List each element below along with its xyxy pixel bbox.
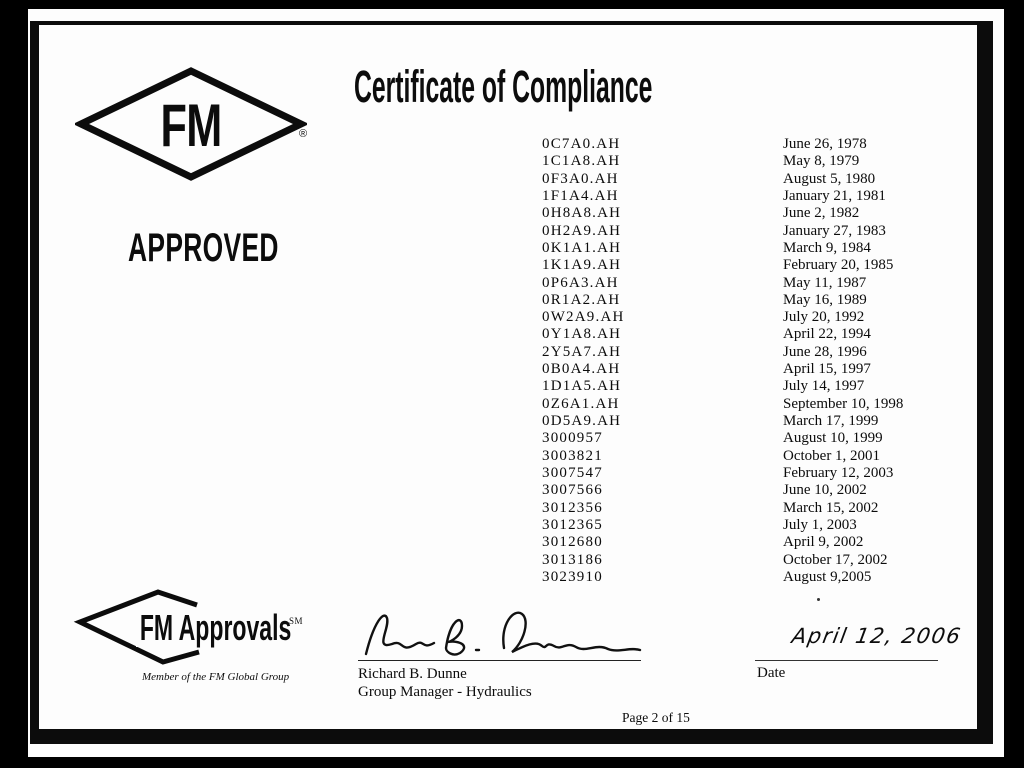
record-id: 0R1A2.AH [542, 291, 621, 308]
signer-role: Group Manager - Hydraulics [358, 684, 532, 700]
record-date: October 17, 2002 [783, 551, 888, 568]
ink-speck [817, 598, 820, 601]
record-id: 1C1A8.AH [542, 153, 621, 170]
date-line [755, 660, 938, 661]
record-id: 3000957 [542, 430, 603, 447]
record-date: August 5, 1980 [783, 170, 876, 187]
record-date: February 12, 2003 [783, 464, 894, 481]
signature-ink [358, 606, 648, 662]
service-mark-icon: SM [289, 616, 304, 626]
record-row [542, 413, 903, 430]
record-row [542, 396, 903, 413]
record-row [542, 223, 903, 240]
record-id: 2Y5A7.AH [542, 343, 622, 360]
record-date: July 14, 1997 [783, 378, 865, 395]
record-id: 1K1A9.AH [542, 257, 622, 274]
record-row [542, 136, 903, 153]
fm-approvals-name: FM Approvals [136, 609, 295, 647]
approved-caption: APPROVED [128, 226, 279, 270]
record-id: 0Y1A8.AH [542, 326, 622, 343]
record-id: 3003821 [542, 447, 603, 464]
certificate-page [28, 9, 1004, 757]
record-date: August 10, 1999 [783, 430, 883, 447]
record-date: June 28, 1996 [783, 343, 867, 360]
record-date: March 17, 1999 [783, 413, 879, 429]
record-date: May 8, 1979 [783, 153, 860, 170]
record-row [542, 552, 903, 569]
record-row [542, 309, 903, 326]
record-date: April 15, 1997 [783, 361, 871, 378]
record-row [542, 205, 903, 222]
date-label: Date [757, 665, 786, 681]
record-date: June 26, 1978 [783, 136, 867, 152]
record-row [542, 482, 903, 499]
record-id: 0W2A9.AH [542, 309, 625, 326]
record-row [542, 326, 903, 343]
fm-approvals-logo [68, 589, 328, 689]
record-date: July 20, 1992 [783, 309, 865, 326]
records-table [542, 136, 903, 586]
page-title: Certificate of Compliance [354, 61, 653, 112]
record-id: 0D5A9.AH [542, 413, 622, 429]
record-date: October 1, 2001 [783, 447, 881, 464]
record-id: 0C7A0.AH [542, 136, 621, 152]
record-row [542, 361, 903, 378]
record-row [542, 171, 903, 188]
record-date: May 11, 1987 [783, 274, 867, 291]
record-row [542, 517, 903, 534]
record-id: 1D1A5.AH [542, 378, 622, 395]
record-row [542, 534, 903, 551]
record-row [542, 292, 903, 309]
record-id: 0H2A9.AH [542, 222, 622, 239]
record-id: 3012365 [542, 516, 603, 533]
registered-trademark-icon: ® [299, 128, 308, 140]
record-row [542, 240, 903, 257]
record-date: April 22, 1994 [783, 326, 871, 343]
record-date: February 20, 1985 [783, 257, 894, 274]
record-id: 3007566 [542, 482, 603, 499]
record-date: January 21, 1981 [783, 187, 886, 204]
record-id: 3023910 [542, 568, 603, 585]
record-id: 3007547 [542, 464, 603, 481]
record-id: 0H8A8.AH [542, 205, 622, 222]
record-id: 0F3A0.AH [542, 170, 619, 187]
record-date: July 1, 2003 [783, 516, 857, 533]
record-id: 0P6A3.AH [542, 274, 619, 291]
record-date: September 10, 1998 [783, 395, 904, 412]
fm-monogram: FM [160, 92, 222, 159]
record-id: 0Z6A1.AH [542, 395, 620, 412]
record-date: March 15, 2002 [783, 499, 879, 516]
record-row [542, 569, 903, 586]
record-id: 3012680 [542, 534, 603, 551]
record-row [542, 257, 903, 274]
record-id: 3012356 [542, 499, 603, 516]
record-id: 1F1A4.AH [542, 187, 619, 204]
record-date: April 9, 2002 [783, 534, 864, 551]
record-date: August 9,2005 [783, 568, 872, 585]
record-date: June 10, 2002 [783, 482, 867, 499]
record-row [542, 430, 903, 447]
record-date: March 9, 1984 [783, 239, 871, 256]
record-row [542, 188, 903, 205]
fm-approvals-tagline: Member of the FM Global Group [142, 671, 290, 683]
record-row [542, 344, 903, 361]
handwritten-date: April 12, 2006 [790, 624, 964, 648]
signer-name: Richard B. Dunne [358, 666, 467, 682]
record-id: 0K1A1.AH [542, 239, 622, 256]
record-row [542, 448, 903, 465]
fm-approved-logo [75, 66, 315, 270]
record-row [542, 378, 903, 395]
record-id: 0B0A4.AH [542, 361, 621, 378]
record-date: June 2, 1982 [783, 205, 860, 222]
record-date: May 16, 1989 [783, 291, 867, 308]
record-row [542, 500, 903, 517]
record-id: 3013186 [542, 551, 603, 568]
record-date: January 27, 1983 [783, 222, 886, 239]
record-row [542, 153, 903, 170]
signature-line [358, 660, 641, 661]
record-row [542, 275, 903, 292]
page-number: Page 2 of 15 [622, 710, 690, 725]
record-row [542, 465, 903, 482]
